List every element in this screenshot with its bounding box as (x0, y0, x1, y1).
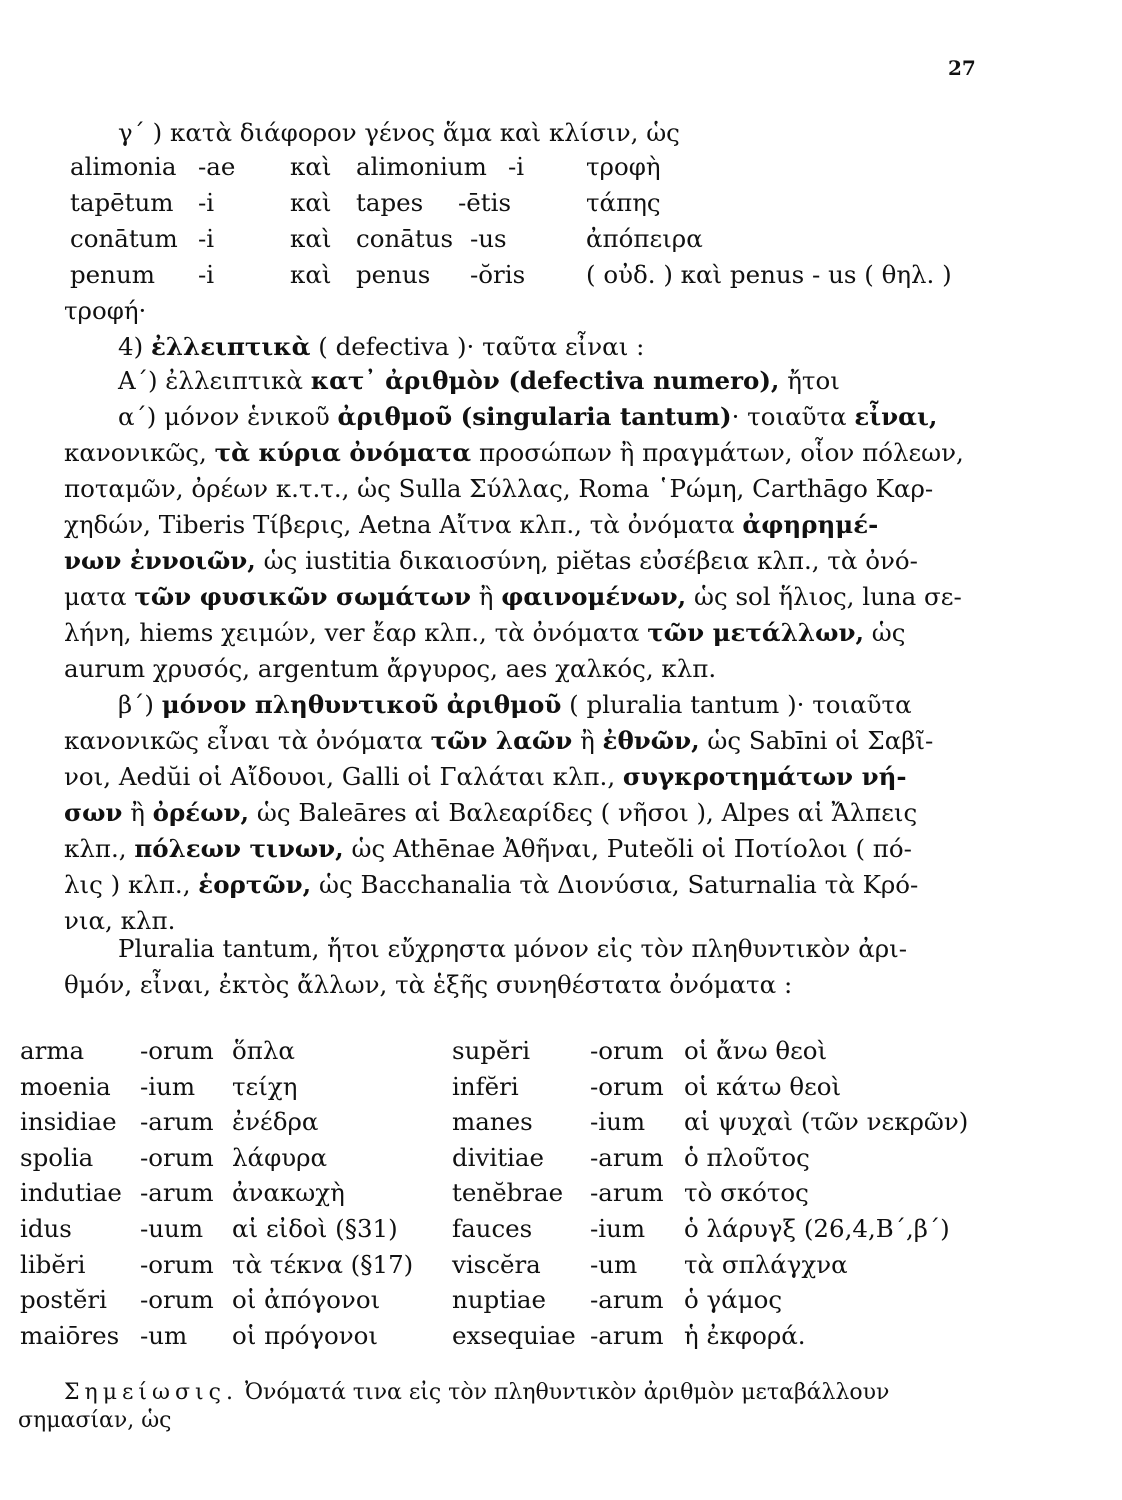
latin-word: libĕri (20, 1249, 86, 1279)
greek-meaning: τὰ σπλάγχνα (684, 1249, 848, 1279)
greek-meaning: οἱ κάτω θεοὶ (684, 1071, 842, 1101)
conjunction: καὶ (290, 260, 332, 289)
latin-word: divitiae (452, 1142, 544, 1172)
section-b-line: κανονικῶς εἶναι τὰ ὀνόματα τῶν λαῶν ἢ ἐθνῶν, ὡς Sabīni οἱ Σαβῖ- (64, 726, 934, 755)
latin-ending: -arum (590, 1178, 664, 1208)
latin-ending: -ŏris (470, 260, 526, 289)
latin-word: postĕri (20, 1285, 107, 1315)
latin-ending: -um (590, 1249, 638, 1279)
greek-meaning: αἱ εἰδοὶ (§31) (232, 1214, 398, 1243)
latin-ending: -orum (140, 1249, 214, 1279)
latin-word: penum (70, 260, 155, 289)
latin-ending: -arum (590, 1320, 664, 1350)
latin-word: conātum (70, 224, 178, 253)
latin-word: manes (452, 1107, 533, 1137)
greek-meaning: ὁ γάμος (684, 1285, 783, 1315)
section-g-heading: γ΄ ) κατὰ διάφορον γένος ἅμα καὶ κλίσιν, ὡς (118, 118, 680, 147)
greek-meaning: οἱ ἄνω θεοὶ (684, 1036, 828, 1065)
greek-translation: τάπης (586, 188, 661, 217)
greek-meaning: ἀνακωχὴ (232, 1178, 345, 1208)
greek-meaning: ἡ ἐκφορά. (684, 1320, 806, 1350)
latin-word: exsequiae (452, 1320, 576, 1350)
section-b-line: σων ἢ ὀρέων, ὡς Baleāres αἱ Βαλεαρίδες ( νῆσοι ), Alpes αἱ Ἄλπεις (64, 798, 918, 827)
section-4-line: α΄) μόνον ἑνικοῦ ἀριθμοῦ (singularia tantum)· τοιαῦτα εἶναι, (118, 402, 938, 431)
conjunction: καὶ (290, 152, 332, 181)
note-text: Ὀνόματά τινα εἰς τὸν πληθυντικὸν ἀριθμὸν μεταβάλλουν (237, 1380, 890, 1405)
latin-ending: -uum (140, 1214, 204, 1243)
section-4-line: aurum χρυσός, argentum ἄργυρος, aes χαλκός, κλπ. (64, 654, 717, 683)
section-4-heading: 4) ἐλλειπτικὰ ( defectiva )· ταῦτα εἶναι : (118, 332, 645, 361)
greek-meaning: τὰ τέκνα (§17) (232, 1249, 414, 1279)
latin-word: tapētum (70, 188, 174, 217)
latin-ending: -orum (140, 1285, 214, 1315)
section-b-line: νια, κλπ. (64, 906, 176, 935)
section-b-heading: β΄) μόνον πληθυντικοῦ ἀριθμοῦ ( pluralia tantum )· τοιαῦτα (118, 690, 912, 719)
latin-word: insidiae (20, 1107, 117, 1137)
latin-ending: -arum (590, 1285, 664, 1315)
greek-meaning: λάφυρα (232, 1142, 328, 1172)
greek-meaning: ὁ λάρυγξ (26,4,Β΄,β΄) (684, 1214, 950, 1243)
page-number: 27 (948, 56, 976, 80)
conjunction: καὶ (290, 224, 332, 253)
latin-word: infĕri (452, 1071, 519, 1101)
latin-word: viscĕra (452, 1249, 541, 1279)
section-4-line: λήνη, hiems χειμών, ver ἔαρ κλπ., τὰ ὀνόματα τῶν μετάλλων, ὡς (64, 618, 906, 647)
latin-ending: -i (508, 152, 525, 181)
latin-ending: -arum (140, 1178, 214, 1208)
pluralia-line: θμόν, εἶναι, ἐκτὸς ἄλλων, τὰ ἑξῆς συνηθέστατα ὀνόματα : (64, 970, 793, 999)
greek-meaning: τείχη (232, 1071, 298, 1101)
latin-ending: -arum (140, 1107, 214, 1137)
latin-ending: -i (198, 188, 215, 217)
latin-ending: -ium (590, 1107, 646, 1137)
latin-ending: -ae (198, 152, 236, 181)
latin-word: conātus (356, 224, 454, 253)
latin-ending: -ētis (458, 188, 512, 217)
latin-ending: -um (140, 1320, 188, 1350)
greek-meaning: τὸ σκότος (684, 1178, 809, 1208)
greek-meaning: αἱ ψυχαὶ (τῶν νεκρῶν) (684, 1107, 969, 1137)
latin-ending: -orum (140, 1142, 214, 1172)
latin-ending: -orum (140, 1036, 214, 1065)
greek-translation: ἀπόπειρα (586, 224, 703, 253)
latin-word: tapes (356, 188, 424, 217)
greek-translation: τροφὴ (586, 152, 661, 181)
section-4-line: ματα τῶν φυσικῶν σωμάτων ἢ φαινομένων, ὡς sol ἥλιος, luna σε- (64, 582, 962, 611)
section-b-line: λις ) κλπ., ἑορτῶν, ὡς Bacchanalia τὰ Διονύσια, Saturnalia τὰ Κρό- (64, 870, 919, 899)
section-4-line: ποταμῶν, ὀρέων κ.τ.τ., ὡς Sulla Σύλλας, Roma ῾Ρώμη, Carthāgo Καρ- (64, 474, 934, 503)
section-b-line: νοι, Aedŭi οἱ Αἴδουοι, Galli οἱ Γαλάται κλπ., συγκροτημάτων νή- (64, 762, 907, 791)
greek-meaning: ἐνέδρα (232, 1107, 319, 1137)
note-label: Σημείωσις. (64, 1380, 238, 1405)
section-4-line: νων ἐννοιῶν, ὡς iustitia δικαιοσύνη, piĕtas εὐσέβεια κλπ., τὰ ὀνό- (64, 546, 918, 575)
section-4-line: κανονικῶς, τὰ κύρια ὀνόματα προσώπων ἢ πραγμάτων, οἷον πόλεων, (64, 438, 964, 467)
note-line: σημασίαν, ὡς (18, 1408, 172, 1433)
latin-word: spolia (20, 1142, 94, 1172)
latin-ending: -i (198, 224, 215, 253)
latin-ending: -ium (590, 1214, 646, 1243)
latin-word: moenia (20, 1071, 111, 1101)
latin-ending: -orum (590, 1036, 664, 1065)
latin-ending: -orum (590, 1071, 664, 1101)
latin-word: penus (356, 260, 431, 289)
greek-meaning: ὁ πλοῦτος (684, 1142, 810, 1172)
latin-word: fauces (452, 1214, 533, 1243)
latin-ending: -arum (590, 1142, 664, 1172)
conjunction: καὶ (290, 188, 332, 217)
greek-meaning: οἱ πρόγονοι (232, 1320, 379, 1350)
latin-word: maiōres (20, 1320, 120, 1350)
latin-word: supĕri (452, 1036, 531, 1065)
latin-ending: -us (470, 224, 507, 253)
latin-word: tenĕbrae (452, 1178, 564, 1208)
note-line (64, 1376, 889, 1410)
latin-word: indutiae (20, 1178, 122, 1208)
section-g-trailing: τροφή· (64, 296, 147, 325)
greek-meaning: οἱ ἀπόγονοι (232, 1285, 381, 1315)
section-4-line: Α΄) ἐλλειπτικὰ κατ᾿ ἀριθμὸν (defectiva numero), ἤτοι (118, 366, 840, 395)
latin-word: alimonia (70, 152, 177, 181)
pluralia-line: Pluralia tantum, ἤτοι εὔχρηστα μόνον εἰς τὸν πληθυντικὸν ἀρι- (118, 934, 908, 963)
greek-translation: ( οὐδ. ) καὶ penus - us ( θηλ. ) (586, 260, 952, 289)
latin-ending: -i (198, 260, 215, 289)
latin-word: idus (20, 1214, 72, 1243)
latin-word: nuptiae (452, 1285, 547, 1315)
latin-ending: -ium (140, 1071, 196, 1101)
section-b-line: κλπ., πόλεων τινων, ὡς Athēnae Ἀθῆναι, Puteŏli οἱ Ποτίολοι ( πό- (64, 834, 912, 863)
section-4-line: χηδών, Tiberis Τίβερις, Aetna Αἴτνα κλπ., τὰ ὀνόματα ἀφηρημέ- (64, 510, 879, 539)
latin-word: arma (20, 1036, 85, 1065)
latin-word: alimonium (356, 152, 487, 181)
greek-meaning: ὅπλα (232, 1036, 295, 1065)
